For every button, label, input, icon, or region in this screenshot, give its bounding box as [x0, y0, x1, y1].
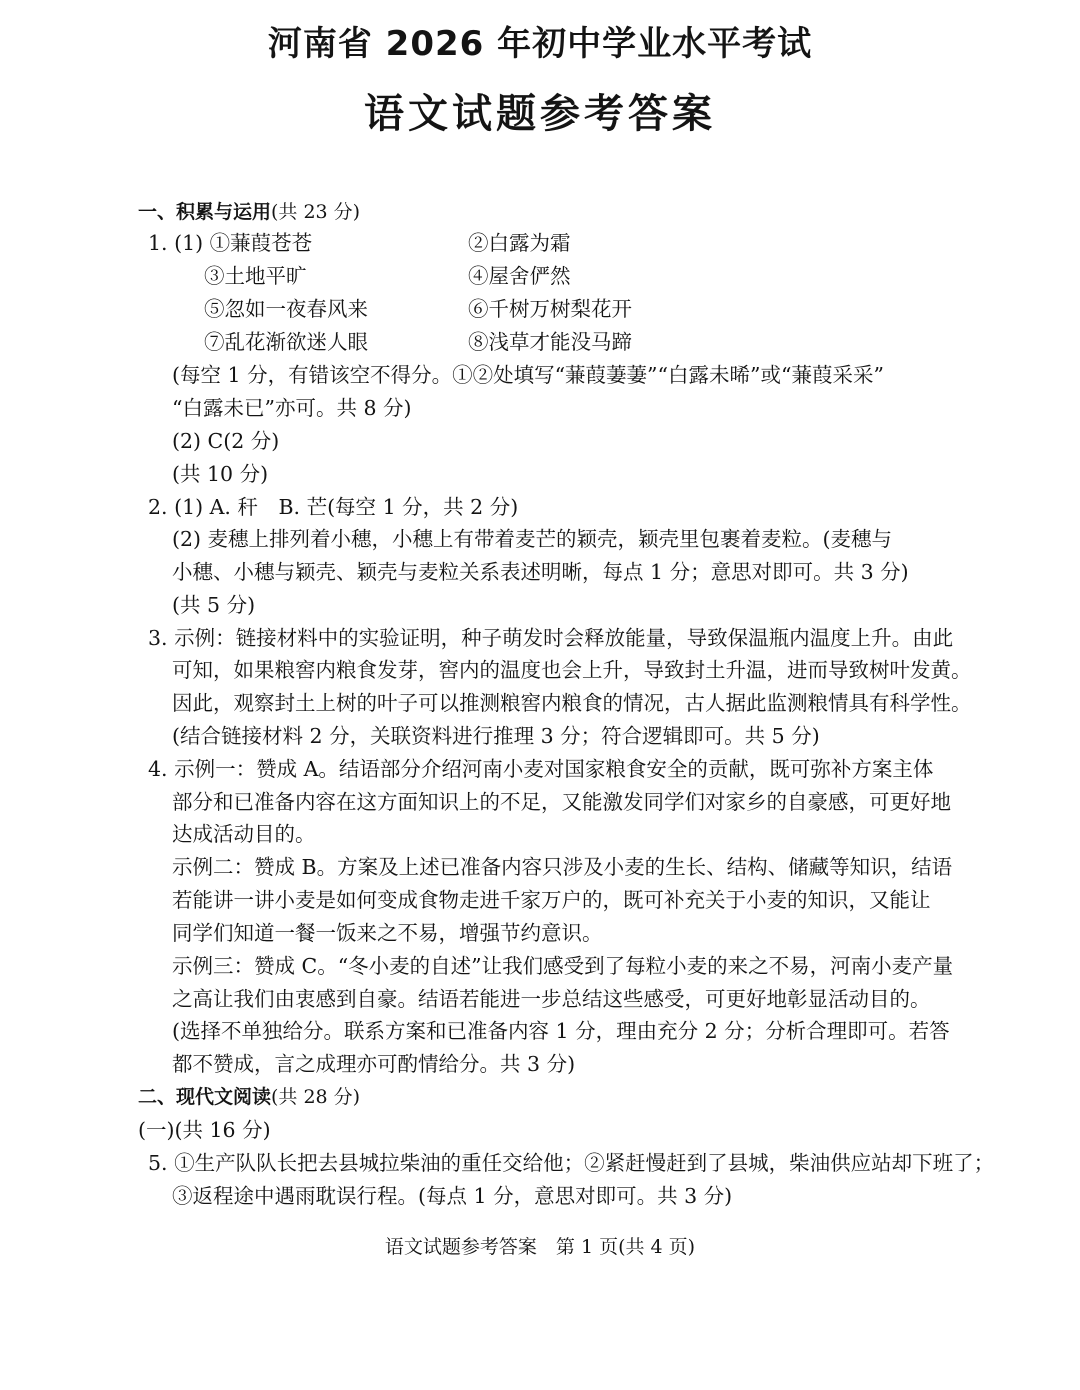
section-2-score: (共 28 分) — [271, 1086, 361, 1108]
q3-line-4: (结合链接材料 2 分，关联资料进行推理 3 分；符合逻辑即可。共 5 分) — [172, 724, 820, 748]
q4-line-10: 都不赞成，言之成理亦可酌情给分。共 3 分) — [172, 1052, 576, 1076]
q4-line-6: 同学们知道一餐一饭来之不易，增强节约意识。 — [172, 921, 603, 945]
q4-line-1: 4. 示例一：赞成 A。结语部分介绍河南小麦对国家粮食安全的贡献，既可弥补方案主体 — [148, 757, 934, 781]
exam-subtitle: 语文试题参考答案 — [364, 91, 716, 137]
exam-title: 河南省 2026 年初中学业水平考试 — [267, 24, 813, 64]
q1-line-2b: ④屋舍俨然 — [468, 264, 571, 288]
q1-line-4b: ⑧浅草才能没马蹄 — [468, 330, 632, 354]
q4-line-2: 部分和已准备内容在这方面知识上的不足，又能激发同学们对家乡的自豪感，可更好地 — [172, 790, 951, 814]
q1-line-1b: ②白露为霜 — [468, 231, 571, 255]
subsection-1-heading: (一)(共 16 分) — [138, 1118, 271, 1142]
q5-line-2: ③返程途中遇雨耽误行程。(每点 1 分，意思对即可。共 3 分) — [172, 1184, 733, 1208]
q1-line-2a: ③土地平旷 — [204, 264, 307, 288]
page-footer: 语文试题参考答案 第 1 页(共 4 页) — [384, 1236, 696, 1258]
q1-line-1a: 1. (1) ①蒹葭苍苍 — [148, 231, 313, 255]
q3-line-1: 3. 示例：链接材料中的实验证明，种子萌发时会释放能量，导致保温瓶内温度上升。由此 — [148, 626, 954, 650]
section-2-title: 二、现代文阅读 — [138, 1086, 272, 1108]
q2-line-1: 2. (1) A. 秆 B. 芒(每空 1 分，共 2 分) — [148, 495, 519, 519]
section-1-heading — [138, 199, 360, 225]
q5-line-1: 5. ①生产队队长把去县城拉柴油的重任交给他；②紧赶慢赶到了县城，柴油供应站却下班了； — [148, 1151, 995, 1175]
q1-part-2: (2) C(2 分) — [172, 429, 280, 453]
q1-note-2: “白露未已”亦可。共 8 分) — [172, 396, 412, 420]
q1-line-4a: ⑦乱花渐欲迷人眼 — [204, 330, 368, 354]
q1-line-3a: ⑤忽如一夜春风来 — [204, 297, 368, 321]
q4-line-8: 之高让我们由衷感到自豪。结语若能进一步总结这些感受，可更好地彰显活动目的。 — [172, 987, 931, 1011]
q1-total: (共 10 分) — [172, 462, 269, 486]
q4-line-7: 示例三：赞成 C。“冬小麦的自述”让我们感受到了每粒小麦的来之不易，河南小麦产量 — [172, 954, 954, 978]
q4-line-3: 达成活动目的。 — [172, 822, 316, 846]
q2-line-2: (2) 麦穗上排列着小穗，小穗上有带着麦芒的颖壳，颖壳里包裹着麦粒。(麦穗与 — [172, 527, 893, 551]
q1-line-3b: ⑥千树万树梨花开 — [468, 297, 632, 321]
q4-line-5: 若能讲一讲小麦是如何变成食物走进千家万户的，既可补充关于小麦的知识，又能让 — [172, 888, 931, 912]
q1-note-1: (每空 1 分，有错该空不得分。①②处填写“蒹葭萋萋”“白露未晞”或“蒹葭采采” — [172, 363, 884, 387]
q3-line-2: 可知，如果粮窖内粮食发芽，窖内的温度也会上升，导致封土升温，进而导致树叶发黄。 — [172, 658, 972, 682]
q2-total: (共 5 分) — [172, 593, 256, 617]
q2-line-3: 小穗、小穗与颖壳、颖壳与麦粒关系表述明晰，每点 1 分；意思对即可。共 3 分) — [172, 560, 909, 584]
section-1-title: 一、积累与运用 — [138, 201, 272, 223]
section-1-score: (共 23 分) — [271, 201, 361, 223]
section-2-heading — [138, 1084, 360, 1110]
q4-line-4: 示例二：赞成 B。方案及上述已准备内容只涉及小麦的生长、结构、储藏等知识，结语 — [172, 855, 953, 879]
q4-line-9: (选择不单独给分。联系方案和已准备内容 1 分，理由充分 2 分；分析合理即可。若答 — [172, 1019, 950, 1043]
q3-line-3: 因此，观察封土上树的叶子可以推测粮窖内粮食的情况，古人据此监测粮情具有科学性。 — [172, 691, 972, 715]
